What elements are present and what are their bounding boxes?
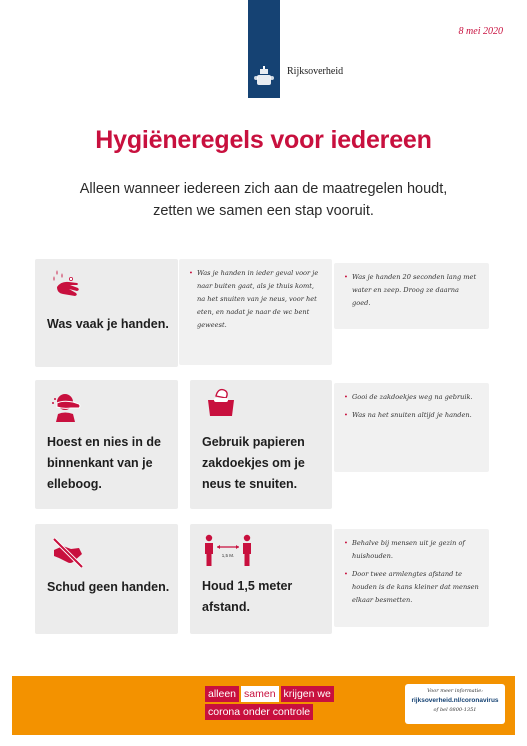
handwash-icon: [51, 267, 85, 301]
distance-text: 1,5 M.: [221, 553, 235, 558]
rule-label-distance: [202, 576, 292, 618]
rule-label-line: neus te snuiten.: [202, 477, 298, 491]
note-item: • Behalve bij mensen uit je gezin of huishouden.: [344, 537, 479, 563]
rule-label-line: Schud geen handen.: [47, 580, 170, 594]
info-link[interactable]: rijksoverheid.nl/coronavirus: [411, 697, 499, 704]
note-item: • Was je handen in ieder geval voor je naar buiten gaat, als je thuis komt, na het snuiten van je neus, voor het eten, en nadat je naar de wc bent geweest.: [189, 267, 322, 332]
rule-label-line: zakdoekjes om je: [202, 456, 305, 470]
subtitle: [0, 178, 527, 222]
rule-label-line: elleboog.: [47, 477, 102, 491]
slogan-word: krijgen we: [281, 686, 334, 702]
date: 8 mei 2020: [458, 26, 503, 37]
slogan-word: samen: [241, 686, 279, 702]
rule-label-line: afstand.: [202, 600, 250, 614]
brand-name: Rijksoverheid: [287, 66, 344, 77]
slogan: [205, 686, 350, 722]
no-handshake-icon: [51, 536, 85, 570]
rule-card-cough: [35, 380, 178, 509]
rule-label-tissue: [202, 432, 305, 495]
note-handwash-when: [179, 259, 332, 365]
crest-icon: [254, 66, 274, 88]
rule-card-no-handshake: [35, 524, 178, 634]
info-box: [405, 684, 505, 724]
rule-label-line: Hoest en nies in de: [47, 435, 161, 449]
rule-label-line: Was vaak je handen.: [47, 317, 169, 331]
info-caption: Voor meer informatie:: [427, 688, 483, 694]
rule-label-line: binnenkant van je: [47, 456, 153, 470]
rule-label-line: Houd 1,5 meter: [202, 579, 293, 593]
rule-card-tissue: [190, 380, 332, 509]
note-tissue: [334, 383, 489, 472]
rule-label-line: Gebruik papieren: [202, 435, 305, 449]
rule-label-handwash: [47, 314, 169, 335]
page-title: Hygiëneregels voor iedereen: [95, 126, 432, 154]
subtitle-line-1: Alleen wanneer iedereen zich aan de maatregelen houdt,: [79, 181, 448, 197]
logo-bar: [248, 0, 280, 98]
distance-icon: [202, 534, 254, 568]
tissue-box-icon: [204, 386, 238, 420]
note-item: • Was je handen 20 seconden lang met water en zeep. Droog ze daarna goed.: [344, 271, 479, 310]
subtitle-line-2: zetten we samen een stap vooruit.: [153, 203, 374, 219]
cough-elbow-icon: [51, 390, 85, 424]
slogan-word: corona onder controle: [205, 704, 313, 720]
rule-label-no-handshake: [47, 577, 169, 598]
note-item: • Gooi de zakdoekjes weg na gebruik.: [344, 391, 479, 404]
info-phone: of bel 0800-1351: [433, 707, 477, 713]
rule-card-handwash: [35, 259, 178, 367]
slogan-word: alleen: [205, 686, 239, 702]
rule-label-cough: [47, 432, 161, 495]
footer-banner: [12, 676, 515, 735]
note-distance: [334, 529, 489, 627]
note-item: • Door twee armlengtes afstand te houden is de kans kleiner dat mensen elkaar besmetten.: [344, 568, 479, 607]
rule-card-distance: [190, 524, 332, 634]
note-handwash-how: [334, 263, 489, 329]
note-item: • Was na het snuiten altijd je handen.: [344, 409, 479, 422]
